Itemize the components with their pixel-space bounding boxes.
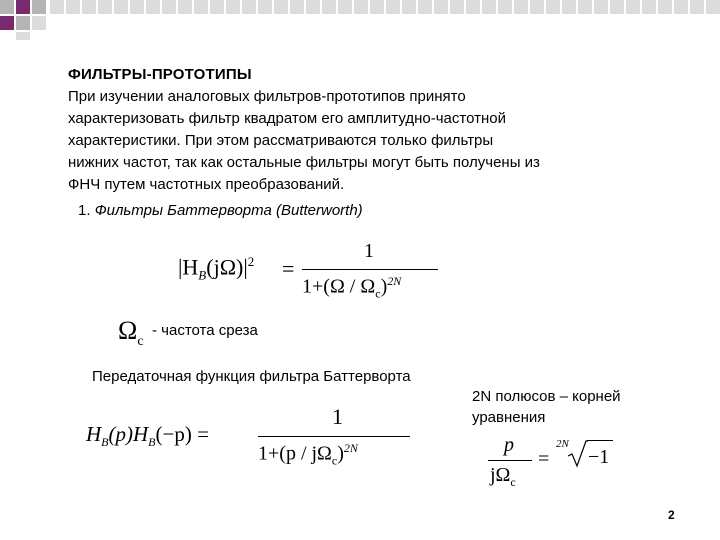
formula-subscript: c <box>510 475 516 489</box>
formula-subscript: c <box>331 453 338 468</box>
radical-sign-icon <box>568 440 588 468</box>
header-decoration-square <box>178 0 192 14</box>
header-decoration-square <box>226 0 240 14</box>
formula-subscript: c <box>137 334 144 350</box>
item-title: Фильтры Баттерворта (Butterworth) <box>94 202 363 219</box>
header-decoration-square <box>434 0 448 14</box>
paragraph-line: характеристики. При этом рассматриваются только фильтры <box>68 132 494 149</box>
formula-exponent: 2 <box>247 254 255 269</box>
header-decoration-square <box>594 0 608 14</box>
header-decoration-square <box>578 0 592 14</box>
formula-text: ) <box>380 275 388 298</box>
formula-transfer-function <box>86 404 416 474</box>
formula-text: H <box>86 422 102 446</box>
header-decoration-square <box>194 0 208 14</box>
header-decoration-square <box>322 0 336 14</box>
formula-text: Ω <box>118 316 138 345</box>
header-decoration <box>0 0 720 40</box>
formula-poles-equation <box>484 434 634 494</box>
fraction-numerator: p <box>504 434 514 456</box>
header-decoration-square <box>338 0 352 14</box>
formula-text: ) <box>337 442 344 465</box>
header-decoration-square <box>82 0 96 14</box>
fraction-bar <box>488 460 532 461</box>
header-decoration-square <box>354 0 368 14</box>
butterworth-item <box>78 202 363 219</box>
formula-subscript: c <box>375 286 381 301</box>
poles-line: уравнения <box>472 409 546 426</box>
intro-paragraph <box>68 86 668 196</box>
paragraph-line: характеризовать фильтр квадратом его амплитудно-частотной <box>68 110 506 127</box>
page-number: 2 <box>668 508 675 522</box>
slide-heading: ФИЛЬТРЫ-ПРОТОТИПЫ <box>68 66 252 83</box>
header-decoration-square <box>690 0 704 14</box>
fraction-numerator: 1 <box>332 404 343 429</box>
fraction-denominator: jΩ <box>490 464 511 486</box>
paragraph-line: При изучении аналоговых фильтров-прототипов принято <box>68 88 466 105</box>
header-decoration-square <box>258 0 272 14</box>
header-decoration-square <box>450 0 464 14</box>
formula-text: (jΩ)| <box>206 254 248 280</box>
equals-sign: = <box>282 256 295 281</box>
fraction-bar <box>302 269 438 270</box>
formula-subscript: B <box>198 267 207 283</box>
item-number: 1. <box>78 202 95 219</box>
equals-sign: = <box>538 448 550 470</box>
header-decoration-square <box>98 0 112 14</box>
header-decoration-square <box>130 0 144 14</box>
header-decoration-square <box>514 0 528 14</box>
header-decoration-square <box>610 0 624 14</box>
fraction-denominator: 1+(p / jΩ <box>258 442 332 465</box>
header-decoration-square <box>482 0 496 14</box>
cutoff-frequency-label: - частота среза <box>152 322 258 339</box>
header-decoration-square <box>466 0 480 14</box>
header-decoration-square <box>562 0 576 14</box>
header-decoration-square <box>530 0 544 14</box>
header-decoration-square <box>50 0 64 14</box>
header-decoration-square <box>114 0 128 14</box>
formula-text: |H <box>178 254 199 280</box>
fraction-numerator: 1 <box>364 240 374 262</box>
header-decoration-square <box>626 0 640 14</box>
header-decoration-square <box>66 0 80 14</box>
paragraph-line: нижних частот, так как остальные фильтры могут быть получены из <box>68 154 540 171</box>
header-decoration-square <box>642 0 656 14</box>
paragraph-line: ФНЧ путем частотных преобразований. <box>68 176 345 193</box>
header-decoration-square <box>146 0 160 14</box>
formula-magnitude-squared <box>178 240 438 304</box>
header-decoration-square <box>306 0 320 14</box>
header-decoration-square <box>162 0 176 14</box>
radical-bar <box>587 440 613 441</box>
header-decoration-square <box>290 0 304 14</box>
header-decoration-square <box>418 0 432 14</box>
formula-text: (−p) = <box>155 422 209 446</box>
poles-caption <box>472 386 621 428</box>
header-decoration-square <box>402 0 416 14</box>
formula-text: (p)H <box>108 422 149 446</box>
fraction-denominator: 1+(Ω / Ω <box>302 275 376 298</box>
header-decoration-square <box>242 0 256 14</box>
formula-exponent: 2N <box>387 274 402 288</box>
header-decoration-square <box>274 0 288 14</box>
root-index: 2N <box>556 438 569 450</box>
formula-subscript: B <box>101 435 109 450</box>
transfer-function-label: Передаточная функция фильтра Баттерворта <box>92 368 411 385</box>
header-decoration-square <box>658 0 672 14</box>
formula-subscript: B <box>148 435 156 450</box>
radicand: −1 <box>588 446 610 468</box>
poles-line: 2N полюсов – корней <box>472 388 621 405</box>
header-decoration-square <box>674 0 688 14</box>
header-decoration-square <box>546 0 560 14</box>
fraction-bar <box>258 436 410 437</box>
header-decoration-square <box>706 0 720 14</box>
header-decoration-square <box>498 0 512 14</box>
formula-exponent: 2N <box>343 441 358 455</box>
header-decoration-square <box>210 0 224 14</box>
header-decoration-square <box>386 0 400 14</box>
header-decoration-square <box>370 0 384 14</box>
omega-c-symbol <box>118 316 144 350</box>
